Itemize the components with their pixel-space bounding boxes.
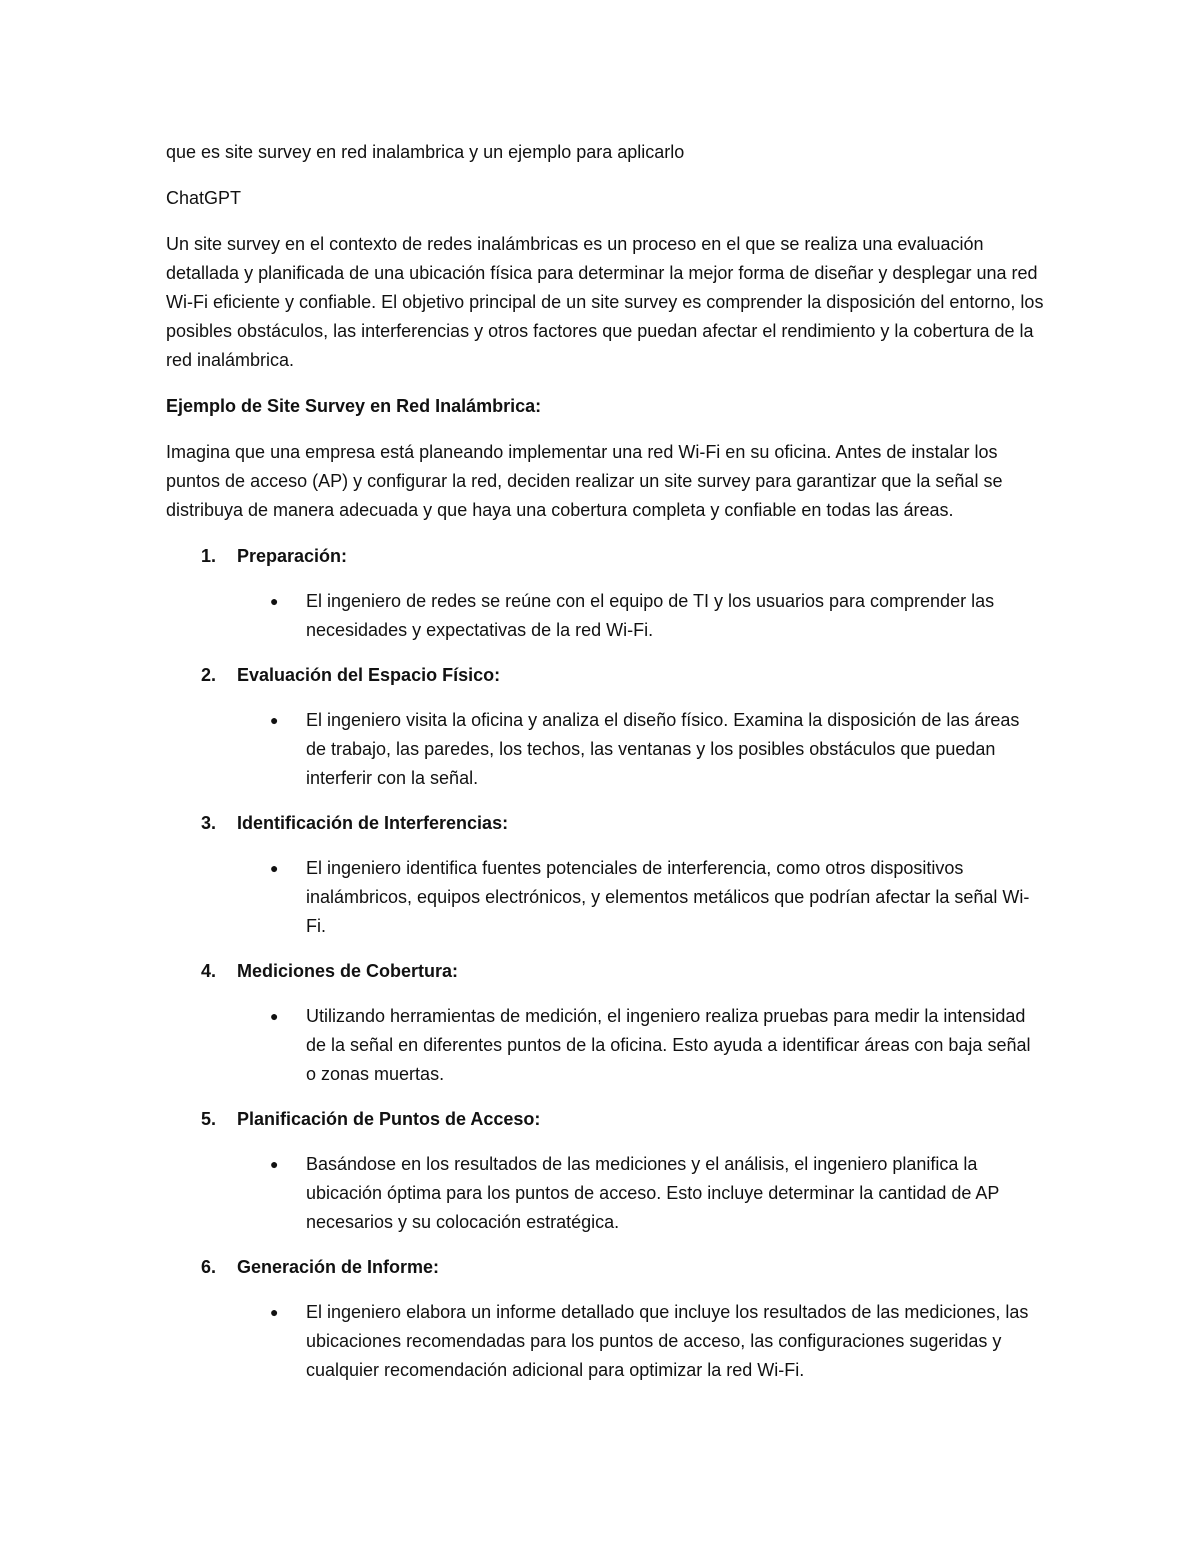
step-item	[166, 1105, 1046, 1237]
step-number: 4.	[201, 961, 217, 981]
bullet-icon: ●	[270, 1304, 279, 1320]
step-title: Evaluación del Espacio Físico:	[237, 665, 501, 685]
example-heading: Ejemplo de Site Survey en Red Inalámbrica:	[166, 396, 542, 416]
intro-paragraph: Un site survey en el contexto de redes inalámbricas es un proceso en el que se realiza una evaluación detallada y planificada de una ubicación física para determinar la mejor forma de diseñar y desplegar una red Wi-Fi eficiente y confiable. El objetivo principal de un site survey es comprender la disposición del entorno, los posibles obstáculos, las interferencias y otros factores que puedan afectar el rendimiento y la cobertura de la red inalámbrica.	[166, 234, 1044, 370]
bullet-icon: ●	[270, 1156, 279, 1172]
bullet-icon: ●	[270, 593, 279, 609]
step-bullet-text: El ingeniero visita la oficina y analiza el diseño físico. Examina la disposición de las áreas de trabajo, las paredes, los techos, las ventanas y los posibles obstáculos que puedan interferir con la señal.	[306, 710, 1020, 788]
step-title: Generación de Informe:	[237, 1257, 440, 1277]
step-number: 3.	[201, 813, 217, 833]
step-item	[166, 957, 1046, 1089]
example-paragraph: Imagina que una empresa está planeando implementar una red Wi-Fi en su oficina. Antes de instalar los puntos de acceso (AP) y configurar la red, deciden realizar un site survey para garantizar que la señal se distribuya de manera adecuada y que haya una cobertura completa y confiable en todas las áreas.	[166, 442, 1003, 520]
step-title: Identificación de Interferencias:	[237, 813, 509, 833]
step-title: Planificación de Puntos de Acceso:	[237, 1109, 541, 1129]
bullet-icon: ●	[270, 1008, 279, 1024]
step-bullet-text: Basándose en los resultados de las mediciones y el análisis, el ingeniero planifica la ubicación óptima para los puntos de acceso. Esto incluye determinar la cantidad de AP necesarios y su colocación estratégica.	[306, 1154, 1000, 1232]
step-item	[166, 1253, 1046, 1385]
document-page	[166, 138, 1046, 1401]
step-number: 6.	[201, 1257, 217, 1277]
step-bullet-text: El ingeniero de redes se reúne con el equipo de TI y los usuarios para comprender las necesidades y expectativas de la red Wi-Fi.	[306, 591, 995, 640]
step-bullet-text: El ingeniero identifica fuentes potenciales de interferencia, como otros dispositivos inalámbricos, equipos electrónicos, y elementos metálicos que podrían afectar la señal Wi-Fi.	[306, 858, 1030, 936]
step-bullet-text: El ingeniero elabora un informe detallado que incluye los resultados de las mediciones, las ubicaciones recomendadas para los puntos de acceso, las configuraciones sugeridas y cualquier recomendación adicional para optimizar la red Wi-Fi.	[306, 1302, 1029, 1380]
step-item	[166, 661, 1046, 793]
steps-list	[166, 542, 1046, 1385]
step-item	[166, 809, 1046, 941]
step-number: 1.	[201, 546, 217, 566]
prompt-text: que es site survey en red inalambrica y un ejemplo para aplicarlo	[166, 142, 685, 162]
step-title: Preparación:	[237, 546, 348, 566]
step-bullet-text: Utilizando herramientas de medición, el ingeniero realiza pruebas para medir la intensidad de la señal en diferentes puntos de la oficina. Esto ayuda a identificar áreas con baja señal o zonas muertas.	[306, 1006, 1031, 1084]
bullet-icon: ●	[270, 860, 279, 876]
bullet-icon: ●	[270, 712, 279, 728]
step-number: 5.	[201, 1109, 217, 1129]
step-title: Mediciones de Cobertura:	[237, 961, 459, 981]
step-item	[166, 542, 1046, 645]
step-number: 2.	[201, 665, 217, 685]
author-label: ChatGPT	[166, 188, 242, 208]
